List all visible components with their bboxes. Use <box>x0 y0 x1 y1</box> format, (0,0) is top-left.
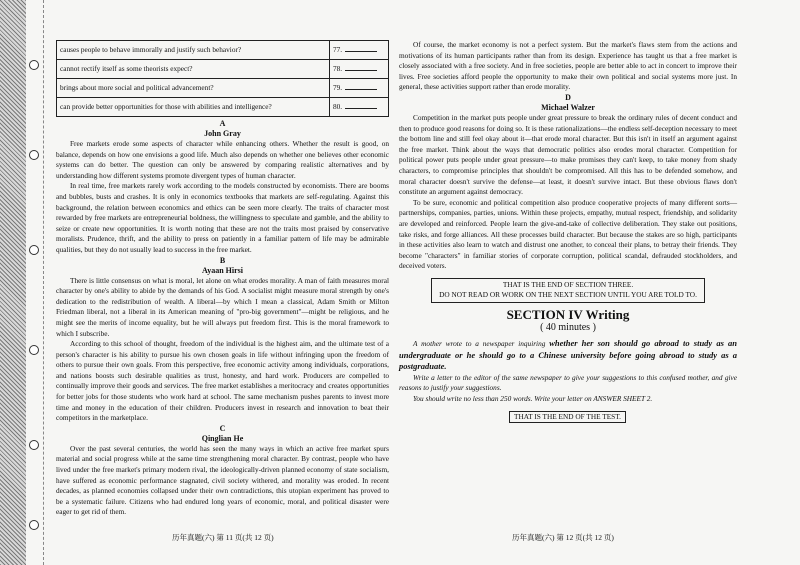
section-b-letter: B <box>219 255 226 265</box>
cut-line <box>43 0 44 565</box>
end-line: THAT IS THE END OF SECTION THREE. <box>502 279 634 289</box>
section-iv-title: SECTION IV Writing <box>506 307 630 323</box>
writing-prompt <box>399 338 737 373</box>
right-page <box>399 40 737 423</box>
binding-edge <box>0 0 26 565</box>
binding-hole <box>29 345 39 355</box>
binding-hole <box>29 440 39 450</box>
table-row <box>57 98 389 117</box>
answer-blank[interactable] <box>345 82 377 90</box>
section-d-letter: D <box>565 92 571 102</box>
question-text: brings about more social and political advancement? <box>57 79 330 98</box>
question-number: 78. <box>333 64 343 74</box>
stop-line: DO NOT READ OR WORK ON THE NEXT SECTION UNTIL YOU ARE TOLD TO. <box>439 290 697 300</box>
section-c-letter: C <box>219 423 226 433</box>
page-footer-right: 历年真题(六) 第 12 页(共 12 页) <box>512 533 614 542</box>
question-text: causes people to behave immorally and justify such behavior? <box>57 41 330 60</box>
table-row <box>57 60 389 79</box>
page-footer-left: 历年真题(六) 第 11 页(共 12 页) <box>172 533 274 542</box>
section-d-author: Michael Walzer <box>541 102 595 112</box>
section-a-paragraph: Free markets erode some aspects of character while enhancing others. Whether the result is good, on balance, depends on how one envisions a good life. Much also depends on whether one believes other economic systems can do better. The question can only be answered by comparing realistic alternatives and by understanding how different systems promote divergent types of human character. <box>56 139 389 180</box>
section-b-paragraph: According to this school of thought, freedom of the individual is the highest aim, and the ultimate test of a person's character is his ability to pursue his own chosen goals in life without infringing upon the freedom of others to pursue their own goals. From this perspective, free economic activity among individuals, corporations, and nations boosts such desirable qualities as trust, honesty, and hard work. Producers are compelled to continually improve their goods and services. The free market establishes a meritocracy and creates opportunities for better jobs for those students who work hard at school. The same mechanism pushes parents to invest more time and money in the education of their children. Producers invest in research and innovation to beat their competitors in the marketplace. <box>56 339 389 423</box>
question-number: 79. <box>333 83 343 93</box>
prompt-topic: whether her son should go abroad to study as an undergraduate or he should go to a Chinese university before going abroad to study as a postgraduate. <box>399 338 737 372</box>
left-page <box>56 40 389 518</box>
answer-blank[interactable] <box>345 44 377 52</box>
binding-hole <box>29 150 39 160</box>
answer-blank[interactable] <box>345 63 377 71</box>
question-number: 77. <box>333 45 343 55</box>
end-of-section-box <box>431 278 705 303</box>
section-c-paragraph: Of course, the market economy is not a perfect system. But the market's flaws stem from the actions and motivations of its human participants rather than from its design. Experience has taught us that a free market is closely associated with a free society. And in free societies, people are better able to act in concert to improve their lives. Free societies afford people the opportunity to make their own political and social systems more just. In general, these activities support rather than erode morality. <box>399 40 737 92</box>
section-c-paragraph: Over the past several centuries, the world has seen the many ways in which an active free market spurs material and social progress while at the same time strengthening moral character. By contrast, people who have lived under the free market's primary modern rival, the ideologically-driven planned economy of state socialism, have suffered as economic performance stagnated, civil society withered, and morality was eroded. In recent decades, as planned economies collapsed under their own contradictions, this utopian experiment has proved to be a systematic failure. Citizens who had endured long years of economic, moral, and political disaster were eager to get rid of them. <box>56 443 389 517</box>
section-a-author: John Gray <box>204 129 241 138</box>
binding-hole <box>29 60 39 70</box>
question-text: cannot rectify itself as some theorists expect? <box>57 60 330 79</box>
section-b-paragraph: There is little consensus on what is moral, let alone on what erodes morality. A man of faith measures moral character by one's ability to abide by the demands of his God. A socialist might measure moral strength by one's dedication to the redistribution of wealth. A liberal—by which I mean a classical, Adam Smith or Milton Friedman liberal, not a liberal in its American meaning of "pro-big government"—might be religious, and he might see the merits of income equality, but he will always put freedom first. This is the moral framework to which I subscribe. <box>56 275 389 338</box>
question-text: can provide better opportunities for those with abilities and intelligence? <box>57 98 330 117</box>
answer-blank[interactable] <box>345 101 377 109</box>
binding-hole <box>29 245 39 255</box>
binding-hole <box>29 520 39 530</box>
prompt-lead: A mother wrote to a newspaper inquiring <box>413 339 550 349</box>
section-b-author: Ayaan Hirsi <box>202 265 243 275</box>
writing-instruction: Write a letter to the editor of the same newspaper to give your suggestions to this confused mother, and give reasons to justify your suggestions. <box>399 372 737 393</box>
section-d-paragraph: Competition in the market puts people under great pressure to break the ordinary rules of decent conduct and then to produce good reasons for doing so. It is these rationalizations—the endless self-deception necessary to meet the bottom line and still feel okay about it—that erode moral character. But this isn't in itself an argument against the free market. Think about the ways that democratic politics also erodes moral character. Competition for political power puts people under great pressure—to make promises they can't keep, to take money from shady characters, to compromise principles that shouldn't be compromised. All this has to be defended somehow, and moral character doesn't survive the defense—at least, it doesn't survive intact. But these obvious flaws don't constitute an argument against democracy. <box>399 112 737 197</box>
question-number: 80. <box>333 102 343 112</box>
table-row <box>57 41 389 60</box>
section-d-paragraph: To be sure, economic and political competition also produce cooperative projects of many different sorts—partnerships, companies, parties, unions. Within these projects, empathy, mutual respect, friendship, and solidarity are developed and reinforced. People learn the give-and-take of collective deliberation. They stake out positions, take risks, and forge alliances. All these processes build character. But because the stakes are so high, participants in these activities also learn to watch and distrust one another, to conceal their plans, to betray their friends. They become "characters" in familiar stories of corporate corruption, political scandal, defrauded stockholders, and deceived voters. <box>399 197 737 271</box>
section-a-letter: A <box>219 119 226 128</box>
time-limit: ( 40 minutes ) <box>540 322 596 334</box>
writing-instruction: You should write no less than 250 words. Write your letter on ANSWER SHEET 2. <box>413 394 653 404</box>
table-row <box>57 79 389 98</box>
end-of-test-box: THAT IS THE END OF THE TEST. <box>509 411 626 424</box>
question-table <box>56 40 389 117</box>
section-c-author: Qinglian He <box>201 433 244 443</box>
section-a-paragraph: In real time, free markets rarely work according to the models constructed by economists. There are booms and bubbles, busts and crashes. It is only in economics textbooks that markets are self-regulating. Against this background, the relation between economics and ethics can be seen more clearly. The traits of character most rewarded by free markets are entrepreneurial boldness, the willingness to speculate and gamble, and the ability to seize or create new opportunities. It is worth noting that these are not the traits most praised by conservative moralists. Prudence, thrift, and the ability to press on patiently in a familiar pattern of life may be admirable qualities, but they do not usually lead to success in the free market. <box>56 181 389 254</box>
